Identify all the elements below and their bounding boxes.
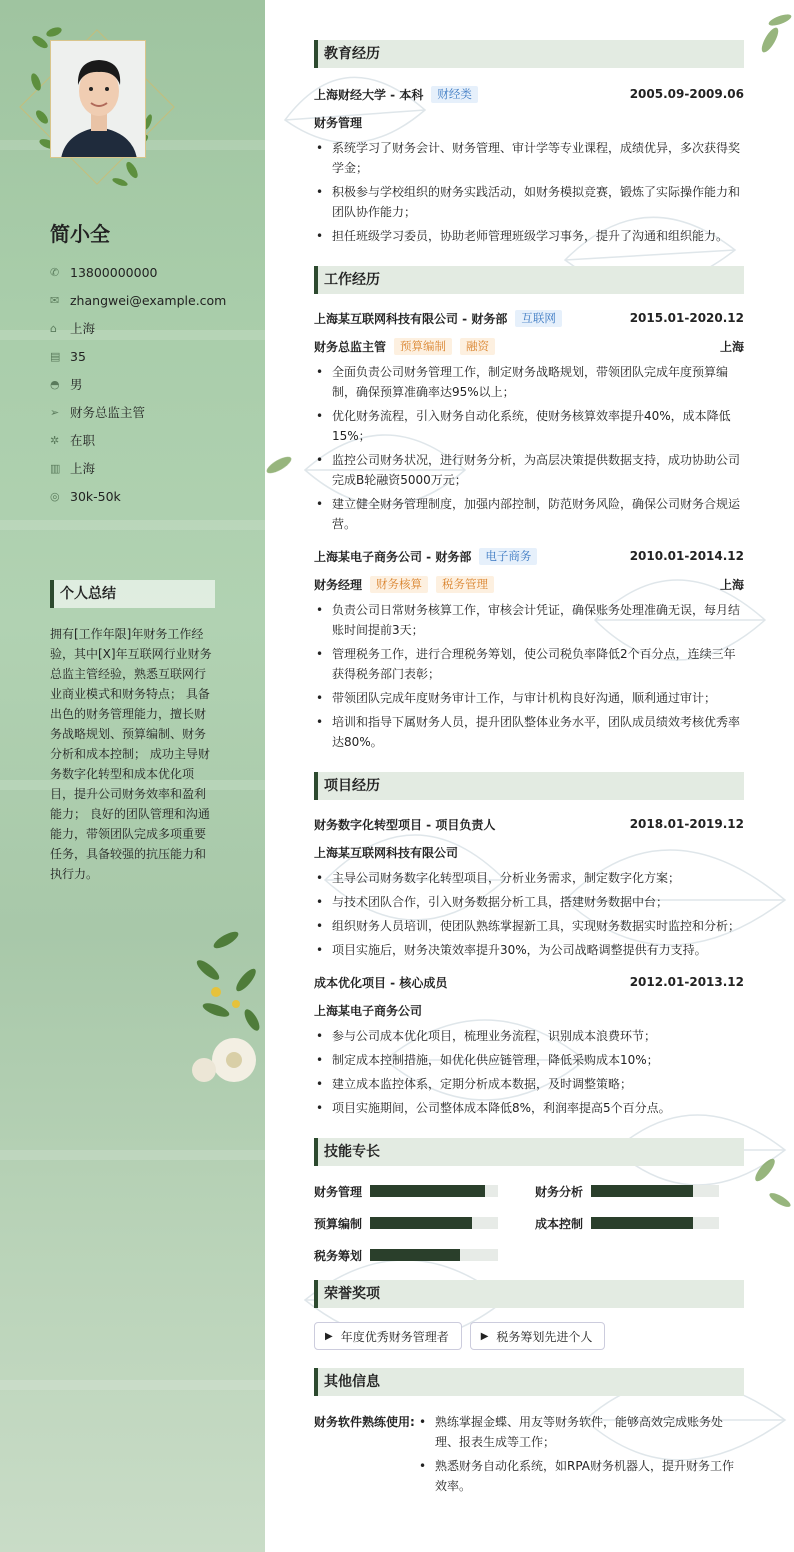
projects-section-title: 项目经历 <box>314 772 744 800</box>
skill-bar <box>370 1185 498 1197</box>
list-item: • 负责公司日常财务核算工作，审核会计凭证，确保账务处理准确无误，每月结账时间提前3天； <box>314 600 744 640</box>
school-name: 上海财经大学 - 本科 <box>314 87 424 102</box>
project-name: 成本优化项目 - 核心成员 <box>314 975 448 990</box>
list-item: • 项目实施期间，公司整体成本降低8%，利润率提高5个百分点。 <box>314 1098 744 1118</box>
skill-name: 成本控制 <box>535 1216 584 1231</box>
education-period: 2005.09-2009.06 <box>629 87 744 101</box>
job-period: 2015.01-2020.12 <box>629 311 744 325</box>
skill-bar <box>591 1217 719 1229</box>
awards-list <box>314 1322 744 1350</box>
skills-section-title: 技能专长 <box>314 1138 744 1166</box>
skill-item <box>535 1212 744 1234</box>
building-icon: ▥ <box>50 461 61 475</box>
resume-body <box>314 40 744 1500</box>
project-bullets <box>314 1026 744 1118</box>
job-skill-tag: 融资 <box>460 338 495 355</box>
project-company: 上海某互联网科技有限公司 <box>314 845 459 860</box>
list-item: • 积极参与学校组织的财务实践活动，如财务模拟竞赛，锻炼了实际操作能力和团队协作能力； <box>314 182 744 222</box>
summary-section-title: 个人总结 <box>50 580 215 608</box>
summary-text: 拥有[工作年限]年财务工作经验，其中[X]年互联网行业财务总监主管经验，熟悉互联网行业商业模式和财务特点； 具备出色的财务管理能力，擅长财务战略规划、预算编制、财务分析和成本控制； 成功主导财务数字化转型和成本优化项目，提升公司财务效率和盈利能力； 良好的团队管理和沟通能力，带领团队完成多项重要任务，具备较强的抗压能力和执行力。 <box>50 627 212 881</box>
list-item: • 主导公司财务数字化转型项目，分析业务需求，制定数字化方案； <box>314 868 744 888</box>
info-email: ✉ zhangwei@example.com <box>50 292 227 308</box>
avatar <box>50 40 146 158</box>
sidebar <box>0 0 265 1552</box>
skill-bar <box>370 1217 498 1229</box>
education-section-title: 教育经历 <box>314 40 744 68</box>
job-company: 上海某互联网科技有限公司 - 财务部 <box>314 311 508 326</box>
job-industry-tag: 互联网 <box>515 310 562 327</box>
job-skill-tag: 预算编制 <box>394 338 452 355</box>
gender-icon: ◓ <box>50 377 60 391</box>
education-major-row <box>314 110 744 134</box>
photo-frame <box>28 22 158 192</box>
list-item: • 培训和指导下属财务人员，提升团队整体业务水平，团队成员绩效考核优秀率达80%。 <box>314 712 744 752</box>
main-content <box>265 0 794 1552</box>
list-item: • 带领团队完成年度财务审计工作，与审计机构良好沟通，顺利通过审计； <box>314 688 744 708</box>
list-item: • 建立健全财务管理制度，加强内部控制，防范财务风险，确保公司财务合规运营。 <box>314 494 744 534</box>
list-item: • 熟悉财务自动化系统，如RPA财务机器人，提升财务工作效率。 <box>417 1456 739 1496</box>
list-item: • 项目实施后，财务决策效率提升30%，为公司战略调整提供有力支持。 <box>314 940 744 960</box>
info-salary: ◎ 30k-50k <box>50 488 121 504</box>
texture-streak <box>0 1150 265 1160</box>
job-position-row <box>314 572 744 596</box>
list-item: • 担任班级学习委员，协助老师管理班级学习事务，提升了沟通和组织能力。 <box>314 226 744 246</box>
job-bullets <box>314 362 744 534</box>
skill-name: 税务筹划 <box>314 1248 363 1263</box>
skill-name: 预算编制 <box>314 1216 363 1231</box>
list-item: • 监控公司财务状况，进行财务分析，为高层决策提供数据支持，成功协助公司完成B轮融资5000万元； <box>314 450 744 490</box>
list-item: • 管理税务工作，进行合理税务筹划，使公司税负率降低2个百分点，连续三年获得税务部门表彰； <box>314 644 744 684</box>
salary-icon: ◎ <box>50 489 60 503</box>
texture-streak <box>0 1380 265 1390</box>
job-header <box>314 306 744 330</box>
skill-bar <box>370 1249 498 1261</box>
list-item: • 参与公司成本优化项目，梳理业务流程，识别成本浪费环节； <box>314 1026 744 1046</box>
flower-decoration-icon <box>186 920 265 1090</box>
job-industry-tag: 电子商务 <box>479 548 537 565</box>
info-location: ⌂ 上海 <box>50 321 96 336</box>
project-period: 2012.01-2013.12 <box>629 975 744 989</box>
job-skill-tag: 税务管理 <box>436 576 494 593</box>
phone-icon: ✆ <box>50 265 60 279</box>
skill-name: 财务管理 <box>314 1184 363 1199</box>
skill-level-fill <box>370 1249 460 1261</box>
list-item: • 与技术团队合作，引入财务数据分析工具，搭建财务数据中台； <box>314 892 744 912</box>
other-section-title: 其他信息 <box>314 1368 744 1396</box>
skill-level-fill <box>370 1217 472 1229</box>
award-badge: ▶ 税务筹划先进个人 <box>470 1322 606 1350</box>
candidate-name: 简小全 <box>50 222 110 246</box>
other-label: 财务软件熟练使用: <box>314 1415 415 1429</box>
skill-item <box>314 1244 535 1266</box>
info-age: ▤ 35 <box>50 348 86 364</box>
info-phone: ✆ 13800000000 <box>50 264 158 280</box>
list-item: • 组织财务人员培训，使团队熟练掌握新工具，实现财务数据实时监控和分析； <box>314 916 744 936</box>
job-period: 2010.01-2014.12 <box>629 549 744 563</box>
skill-level-fill <box>591 1217 693 1229</box>
job-skill-tag: 财务核算 <box>370 576 428 593</box>
info-work-city: ▥ 上海 <box>50 461 96 476</box>
project-header <box>314 970 744 994</box>
play-triangle-icon: ▶ <box>480 1330 489 1342</box>
job-position: 财务总监主管 <box>314 339 387 354</box>
project-company-row <box>314 840 744 864</box>
info-gender: ◓ 男 <box>50 377 83 392</box>
contact-info-list <box>50 258 250 510</box>
other-bullets <box>417 1410 739 1500</box>
skill-bar <box>591 1185 719 1197</box>
project-company-row <box>314 998 744 1022</box>
project-period: 2018.01-2019.12 <box>629 817 744 831</box>
other-info <box>314 1410 744 1500</box>
skills-grid <box>314 1180 744 1266</box>
project-name: 财务数字化转型项目 - 项目负责人 <box>314 817 496 832</box>
home-icon: ⌂ <box>50 321 57 335</box>
job-city: 上海 <box>719 577 744 592</box>
info-status: ✲ 在职 <box>50 433 96 448</box>
award-badge: ▶ 年度优秀财务管理者 <box>314 1322 462 1350</box>
skill-item <box>314 1180 535 1202</box>
calendar-icon: ▤ <box>50 349 61 363</box>
list-item: • 熟练掌握金蝶、用友等财务软件，能够高效完成账务处理、报表生成等工作； <box>417 1412 739 1452</box>
skill-item <box>314 1212 535 1234</box>
project-bullets <box>314 868 744 960</box>
work-section-title: 工作经历 <box>314 266 744 294</box>
status-icon: ✲ <box>50 433 60 447</box>
education-header <box>314 82 744 106</box>
project-company: 上海某电子商务公司 <box>314 1003 423 1018</box>
job-header <box>314 544 744 568</box>
list-item: • 全面负责公司财务管理工作，制定财务战略规划，带领团队完成年度预算编制，确保预算准确率达95%以上； <box>314 362 744 402</box>
education-bullets <box>314 138 744 246</box>
mail-icon: ✉ <box>50 293 60 307</box>
texture-streak <box>0 520 265 530</box>
play-triangle-icon: ▶ <box>325 1330 333 1342</box>
list-item: • 制定成本控制措施，如优化供应链管理，降低采购成本10%； <box>314 1050 744 1070</box>
education-major: 财务管理 <box>314 115 363 130</box>
info-position: ➢ 财务总监主管 <box>50 405 146 420</box>
project-header <box>314 812 744 836</box>
skill-level-fill <box>591 1185 693 1197</box>
list-item: • 优化财务流程，引入财务自动化系统，使财务核算效率提升40%，成本降低15%； <box>314 406 744 446</box>
send-icon: ➢ <box>50 405 60 419</box>
education-tag: 财经类 <box>431 86 478 103</box>
skill-item <box>535 1180 744 1202</box>
skill-level-fill <box>370 1185 485 1197</box>
skill-name: 财务分析 <box>535 1184 584 1199</box>
awards-section-title: 荣誉奖项 <box>314 1280 744 1308</box>
list-item: • 系统学习了财务会计、财务管理、审计学等专业课程，成绩优异，多次获得奖学金； <box>314 138 744 178</box>
job-bullets <box>314 600 744 752</box>
list-item: • 建立成本监控体系，定期分析成本数据，及时调整策略； <box>314 1074 744 1094</box>
job-company: 上海某电子商务公司 - 财务部 <box>314 549 472 564</box>
job-city: 上海 <box>719 339 744 354</box>
job-position: 财务经理 <box>314 577 363 592</box>
job-position-row <box>314 334 744 358</box>
